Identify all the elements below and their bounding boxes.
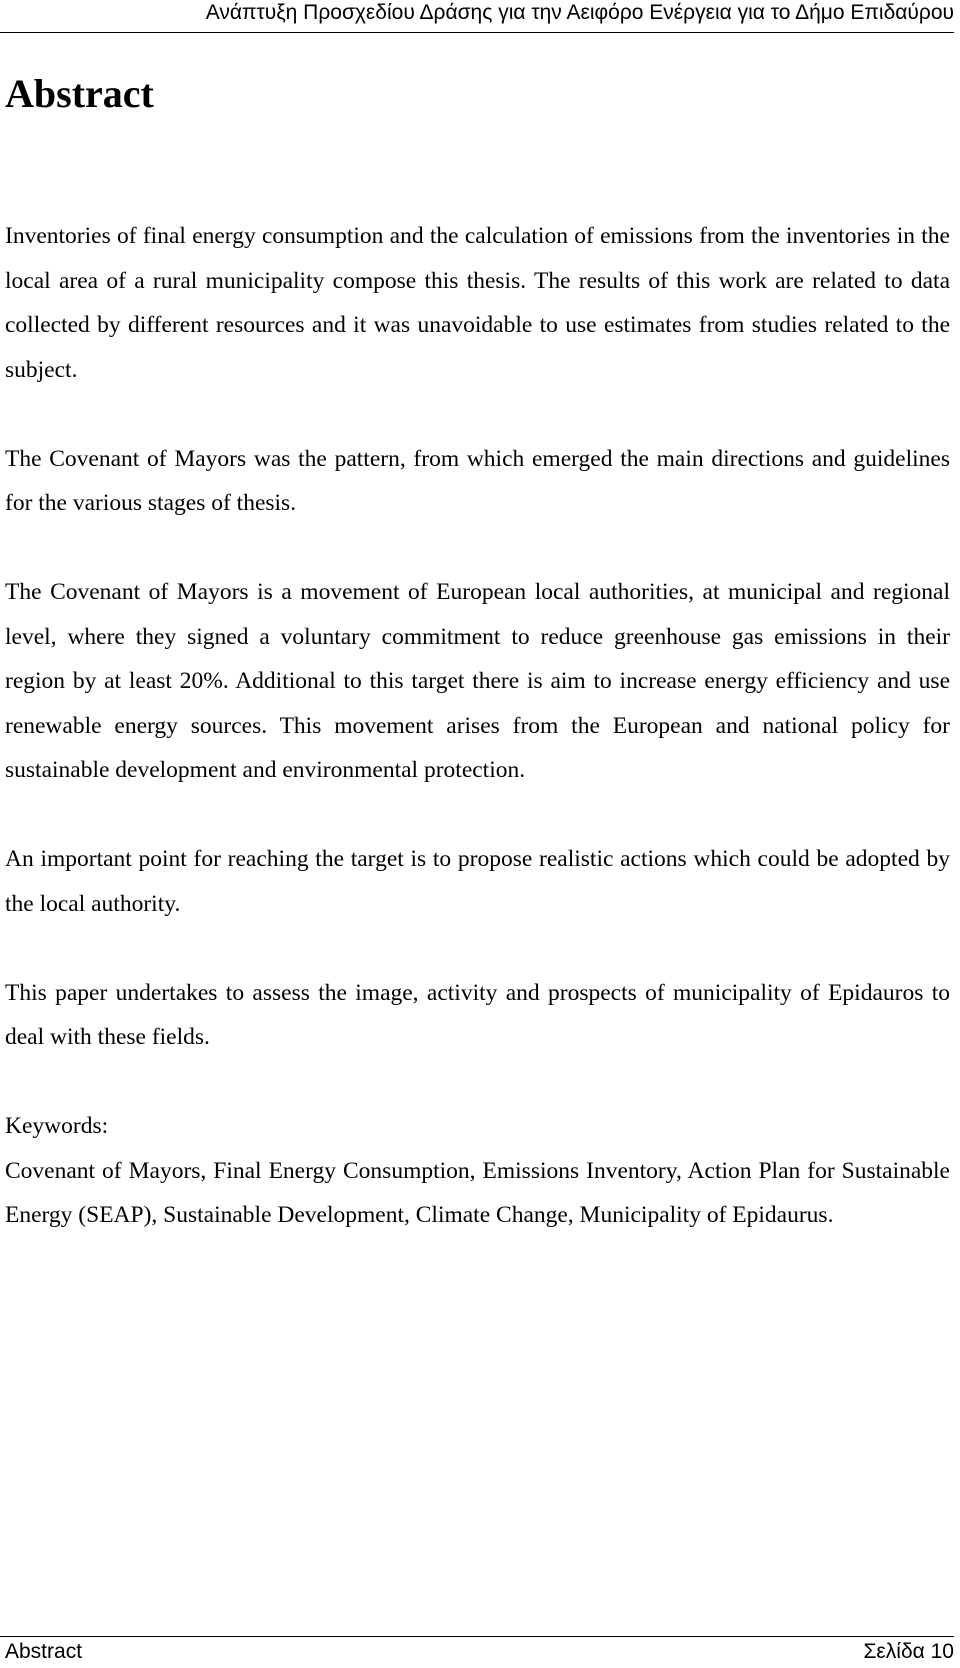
running-footer [0, 1636, 954, 1668]
page-title: Abstract [5, 71, 154, 116]
paragraph-2: The Covenant of Mayors was the pattern, from which emerged the main directions and guidelines for the various stages of thesis. [5, 445, 950, 516]
keywords-label: Keywords: [5, 1113, 109, 1139]
keywords-text: Covenant of Mayors, Final Energy Consumption, Emissions Inventory, Action Plan for Sustainable Energy (SEAP), Sustainable Development, Climate Change, Municipality of Epidaurus. [5, 1157, 950, 1228]
paragraph-3: The Covenant of Mayors is a movement of European local authorities, at municipal and regional level, where they signed a voluntary commitment to reduce greenhouse gas emissions in their region by at least 20%. Additional to this target there is aim to increase energy efficiency and use renewable energy sources. This movement arises from the European and national policy for sustainable development and environmental protection. [5, 579, 950, 783]
abstract-body [5, 214, 950, 1282]
running-header [0, 0, 954, 33]
footer-page-number: Σελίδα 10 [863, 1640, 954, 1663]
footer-section: Abstract [5, 1640, 83, 1663]
paragraph-4: An important point for reaching the target is to propose realistic actions which could be adopted by the local authority. [5, 846, 950, 917]
paragraph-1: Inventories of final energy consumption and the calculation of emissions from the inventories in the local area of a rural municipality compose this thesis. The results of this work are related to data collected by different resources and it was unavoidable to use estimates from studies related to the subject. [5, 223, 950, 383]
paragraph-5: This paper undertakes to assess the image, activity and prospects of municipality of Epidauros to deal with these fields. [5, 979, 950, 1050]
running-header-title: Ανάπτυξη Προσχεδίου Δράσης για την Αειφόρο Ενέργεια για το Δήμο Επιδαύρου [205, 1, 954, 24]
